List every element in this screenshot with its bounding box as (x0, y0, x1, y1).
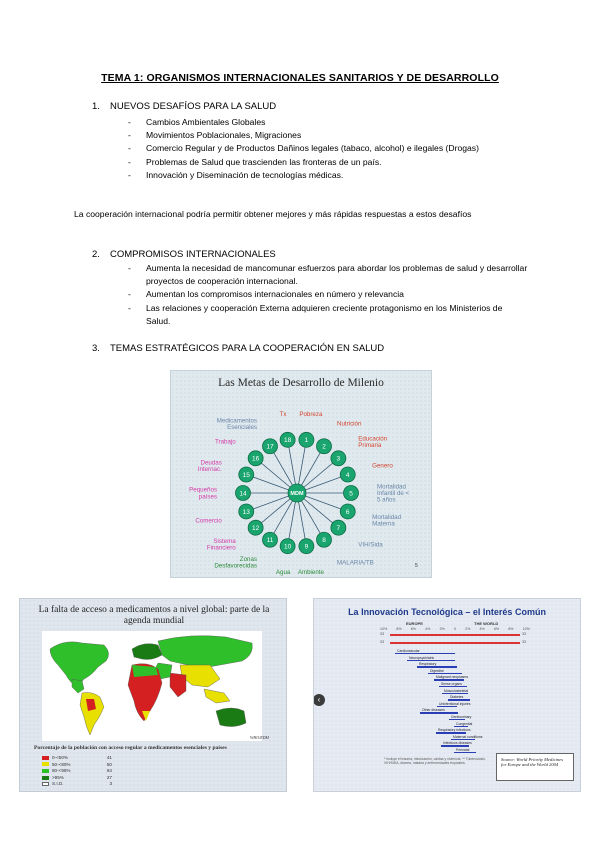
goal-number: 7 (336, 525, 341, 533)
goal-number: 3 (336, 455, 341, 463)
goal-label: Zonas Desfavorecidas (214, 555, 257, 570)
row-value: 33 (380, 640, 385, 644)
disease-bar (437, 706, 457, 707)
goal-label: Tx (279, 411, 287, 419)
medicine-access-slide (19, 598, 287, 792)
list-item: - Comercio Regular y de Productos Dañinos legales (tabaco, alcohol) e ilegales (Drogas) (128, 142, 528, 155)
goal-number: 1 (304, 437, 309, 445)
legend-count: 27 (106, 774, 112, 780)
europe-header: EUROPE (406, 621, 423, 626)
list-item: - Aumenta la necesidad de mancomunar esfuerzos para abordar los problemas de salud y desarrollar proyectos de cooperación internacional. (128, 262, 528, 288)
disease-bar (439, 686, 467, 687)
legend-row (42, 762, 112, 769)
goal-number: 2 (322, 443, 326, 451)
map-caption: Porcentaje de la población con acceso regular a medicamentos esenciales y países (34, 745, 227, 751)
disease-bar (420, 712, 458, 713)
goal-label: Genero (372, 462, 393, 470)
mdm-wheel-diagram (171, 371, 433, 579)
disease-label: Congenital (456, 721, 473, 726)
section-heading-text: COMPROMISOS INTERNACIONALES (110, 249, 276, 260)
disease-bar (395, 653, 455, 654)
legend-swatch (42, 782, 49, 786)
goal-number: 18 (284, 437, 292, 445)
slide-title: La falta de acceso a medicamentos a nivel global: parte de la agenda mundial (38, 605, 270, 626)
disease-label: Neuropsychiatric (409, 655, 435, 660)
slide-notes: * Incluye el trauma, intoxicación, caídas y violencia. ** Tuberculosis, VIH/SIDA, diarrea, malaria y enfermedades tropicales. (384, 757, 486, 766)
disease-label: Genitourinary (451, 715, 472, 719)
legend-row (42, 768, 112, 775)
summary-bar (390, 642, 520, 644)
goal-number: 8 (322, 537, 326, 545)
section-heading-text: TEMAS ESTRATÉGICOS PARA LA COOPERACIÓN EN SALUD (110, 343, 385, 354)
legend-label: >95% (52, 774, 64, 780)
disease-label: Maternal conditions (453, 734, 483, 739)
goal-number: 14 (239, 490, 247, 498)
goal-label: Medicamentos Esenciales (216, 417, 257, 432)
disease-label: Sense organs (441, 682, 462, 686)
goal-label: Agua (275, 568, 291, 576)
goal-number: 17 (266, 443, 274, 451)
axis-tick: 6% (493, 627, 500, 631)
legend-label: 50-<80% (52, 761, 71, 767)
disease-label: Perinatal (456, 748, 470, 752)
mdm-slide (170, 370, 432, 578)
legend-row (42, 775, 112, 782)
goal-label: VIH/Sida (358, 541, 383, 549)
disease-label: Respiratory infections (438, 728, 471, 733)
goal-number: 15 (242, 471, 250, 479)
list-item: - Movimientos Poblacionales, Migraciones (128, 129, 528, 142)
legend-swatch (42, 776, 49, 780)
disease-bar (407, 660, 455, 661)
goal-number: 12 (252, 525, 260, 533)
disease-label: Unintentional injuries (439, 701, 471, 706)
section-1-heading (92, 101, 276, 112)
legend-swatch (42, 756, 49, 760)
goal-label: Ambiente (297, 568, 324, 576)
goal-label: Comercio (195, 517, 222, 525)
legend-row (42, 781, 112, 788)
legend-count: 3 (109, 781, 112, 787)
disease-bar (454, 752, 476, 753)
section-number: 2. (92, 249, 100, 260)
goal-label: Pequeños países (189, 486, 217, 501)
goal-number: 4 (345, 471, 350, 479)
legend-label: S.I.D. (52, 781, 64, 787)
axis-tick: 8% (508, 627, 514, 631)
disease-label: Malignant neoplasms (436, 675, 469, 680)
goal-number: 13 (242, 508, 250, 516)
axis-tick: 6% (410, 627, 416, 631)
map-legend (42, 755, 112, 788)
section-number: 3. (92, 343, 100, 354)
slide-page-number: 5 (415, 563, 418, 569)
axis-tick: 2% (439, 627, 445, 631)
list-item: - Aumentan los compromisos internacionales en número y relevancia (128, 288, 528, 301)
list-item: - Cambios Ambientales Globales (128, 116, 528, 129)
axis-tick: 4% (425, 627, 431, 631)
disease-label: Diabetes (450, 695, 464, 700)
section-1-list (128, 116, 528, 182)
disease-label: Infectious diseases (443, 741, 472, 746)
summary-bar (390, 634, 520, 636)
axis-tick: 4% (479, 627, 485, 631)
goal-number: 11 (266, 537, 274, 545)
legend-label: 80-<95% (52, 768, 71, 774)
goal-label: Pobreza (299, 411, 323, 419)
legend-row (42, 755, 112, 762)
disease-label: Respiratory (419, 662, 437, 667)
goal-label: Sistema Financiero (206, 538, 236, 552)
axis-tick: 10% (380, 627, 388, 631)
section-2-heading (92, 249, 276, 260)
legend-label: 0-<50% (52, 755, 68, 760)
goal-label: Trabajo (214, 438, 236, 446)
disease-bar (436, 732, 466, 733)
map-credit: WHO/EDM (250, 735, 269, 740)
previous-slide-arrow-icon[interactable]: ‹ (313, 694, 325, 706)
goal-number: 5 (349, 490, 353, 498)
goal-number: 16 (252, 455, 260, 463)
legend-count: 50 (106, 761, 112, 767)
goal-label: Educación Primaria (358, 435, 388, 449)
disease-label: Cardiovascular (397, 649, 420, 653)
goal-label: MALARIA/TB (337, 559, 374, 567)
legend-count: 64 (106, 768, 112, 774)
disease-label: Other diseases (422, 708, 445, 713)
disease-bar (451, 739, 475, 740)
document-title: TEMA 1: ORGANISMOS INTERNACIONALES SANITARIOS Y DE DESARROLLO (101, 72, 499, 84)
axis-tick: 0 (453, 627, 456, 631)
axis-tick: 2% (465, 627, 471, 631)
disease-bar (454, 726, 468, 727)
disease-bar (434, 679, 464, 680)
list-item: - Problemas de Salud que trascienden las fronteras de un país. (128, 156, 528, 169)
axis-tick: 8% (396, 627, 402, 631)
disease-bar (442, 693, 468, 694)
legend-swatch (42, 769, 49, 773)
disease-label: Digestive (430, 668, 444, 673)
wheel-hub-label: MDM (290, 491, 304, 497)
section-heading-text: NUEVOS DESAFÍOS PARA LA SALUD (110, 101, 277, 112)
list-item: - Innovación y Diseminación de tecnologías médicas. (128, 169, 528, 182)
section-2-list (128, 262, 528, 328)
section-3-heading (92, 343, 384, 354)
slide-title: Las Metas de Desarrollo de Milenio (218, 377, 384, 389)
row-value: 33 (522, 632, 527, 636)
world-header: THE WORLD (474, 621, 499, 626)
disease-label: Musculoskeletal (444, 688, 469, 693)
list-item: - Las relaciones y cooperación Externa adquieren creciente protagonismo en los Ministerios de Salud. (128, 302, 528, 328)
disease-bar (441, 745, 469, 746)
source-box: Source: World Priority Medicines for Europe and the World 2004 (496, 753, 574, 781)
axis-tick: 10% (522, 627, 530, 631)
goal-number: 6 (345, 508, 350, 516)
goal-number: 9 (304, 543, 309, 551)
row-value: 33 (522, 640, 527, 644)
disease-bar (449, 719, 465, 720)
australia (216, 708, 246, 727)
axis-ticks (380, 627, 530, 631)
section-number: 1. (92, 101, 100, 112)
disease-bar (448, 699, 470, 700)
row-value: 33 (380, 632, 385, 636)
disease-bar (428, 673, 462, 674)
legend-count: 41 (106, 755, 112, 760)
disease-bar (417, 666, 457, 667)
goal-label: Mortalidad Materna (372, 514, 402, 528)
slide-title: La Innovación Tecnológica – el Interés Común (348, 607, 546, 617)
goal-label: Nutrición (337, 420, 362, 428)
goal-number: 10 (284, 543, 292, 551)
goal-label: Mortalidad Infantil de < 5 años (377, 483, 410, 504)
cooperation-paragraph: La cooperación internacional podría permitir obtener mejores y más rápidas respuestas a estos desafíos (74, 209, 472, 219)
innovation-slide (313, 598, 581, 792)
legend-swatch (42, 762, 49, 766)
goal-label: Deudas Internac. (197, 459, 222, 473)
